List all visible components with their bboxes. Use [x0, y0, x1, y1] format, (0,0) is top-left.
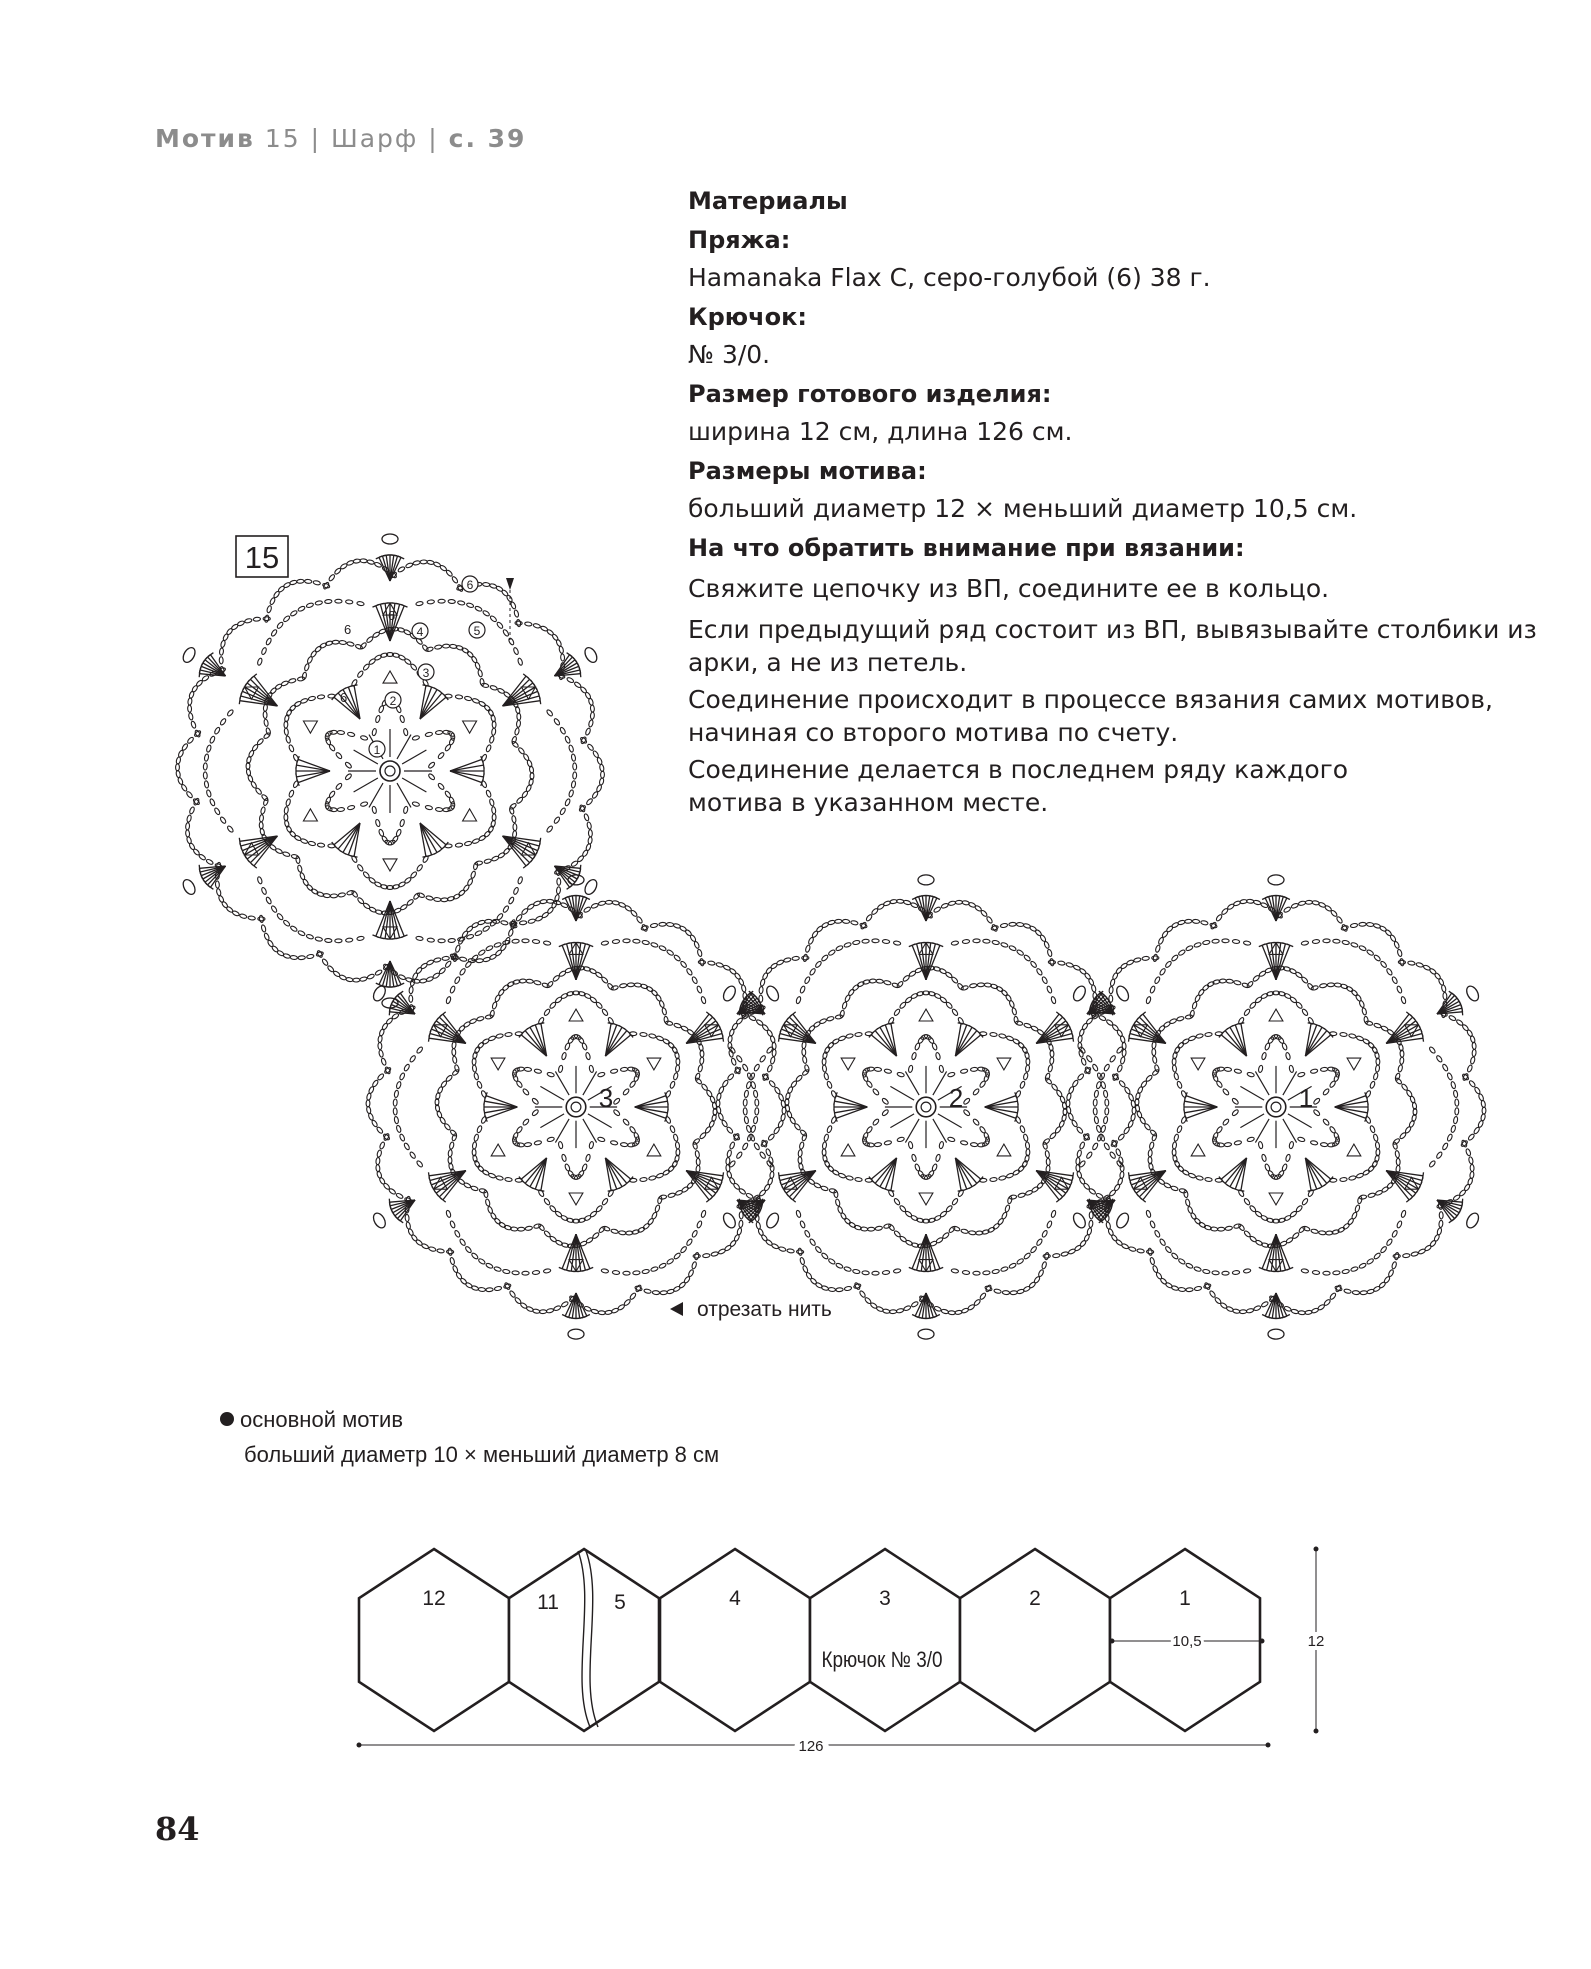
legend-size: больший диаметр 10 × меньший диаметр 8 см — [244, 1442, 720, 1467]
joined-motif-number: 2 — [948, 1083, 964, 1113]
side-mark: 6 — [340, 690, 348, 705]
svg-text:2: 2 — [389, 694, 397, 708]
crochet-motif — [366, 875, 786, 1339]
header-motif: Мотив — [155, 124, 255, 153]
round-marker — [369, 741, 385, 757]
hexagon-number: 2 — [1029, 1587, 1041, 1610]
header-number: 15 — [264, 124, 301, 153]
motif-legend — [220, 1402, 719, 1472]
cut-thread-note — [670, 1298, 832, 1322]
svg-text:4: 4 — [416, 625, 424, 639]
crochet-motif — [176, 534, 605, 1008]
dimension-dot — [1314, 1547, 1319, 1552]
hook-value: № 3/0. — [688, 340, 771, 369]
header-page-ref: с. 39 — [448, 124, 527, 153]
side-mark: 6 — [388, 608, 396, 623]
round-marker — [469, 622, 485, 638]
hexagon-shape — [359, 1549, 509, 1731]
hook-label: Крючок: — [688, 302, 807, 331]
hexagon-number: 1 — [1179, 1587, 1191, 1610]
crochet-motifs — [176, 534, 1486, 1339]
svg-text:1: 1 — [373, 743, 381, 757]
header-sep: | — [310, 124, 322, 153]
round-marker — [412, 623, 428, 639]
round-marker — [462, 576, 478, 592]
hexagon-number: 12 — [422, 1587, 446, 1610]
size-label: Размер готового изделия: — [688, 379, 1052, 408]
note-item: Если предыдущий ряд состоит из ВП, вывязывайте столбики из арки, а не из петель. — [688, 614, 1537, 677]
header-sep: | — [428, 124, 439, 153]
cut-arrow-icon — [670, 1302, 683, 1316]
side-mark: 6 — [344, 622, 352, 637]
start-triangle-icon — [506, 578, 514, 590]
hexagon-number: 3 — [879, 1587, 891, 1610]
hexagon-shape — [960, 1549, 1110, 1731]
crochet-motif — [716, 875, 1136, 1339]
hook-label: Крючок № 3/0 — [821, 1647, 943, 1673]
motif-label: 15 — [244, 540, 280, 575]
dimension-dot — [1314, 1729, 1319, 1734]
scarf-schematic — [359, 1549, 1260, 1731]
note-item: Соединение делается в последнем ряду каждого мотива в указанном месте. — [688, 754, 1349, 817]
yarn-label: Пряжа: — [688, 225, 791, 254]
note-item: Свяжите цепочку из ВП, соедините ее в кольцо. — [688, 574, 1330, 603]
cut-label: отрезать нить — [697, 1298, 832, 1321]
hexagon-shape — [660, 1549, 810, 1731]
motif-size-value: больший диаметр 12 × меньший диаметр 10,5 см. — [688, 494, 1358, 523]
motif-size-label: Размеры мотива: — [688, 456, 927, 485]
note-item: Соединение происходит в процессе вязания самих мотивов, начиная со второго мотива по счету. — [688, 684, 1493, 747]
legend-title: основной мотив — [240, 1407, 404, 1432]
dimension-dot — [1110, 1639, 1115, 1644]
svg-text:3: 3 — [422, 666, 430, 680]
header-item: Шарф — [331, 124, 419, 153]
hexagon-number: 11 — [537, 1591, 559, 1614]
dimension-dot — [1260, 1639, 1265, 1644]
height-label: 12 — [1307, 1633, 1325, 1650]
bullet-icon — [220, 1412, 234, 1426]
round-marker — [385, 692, 401, 708]
materials-title: Материалы — [688, 187, 848, 215]
hexagon-number: 4 — [729, 1587, 741, 1610]
hexagon-number: 5 — [614, 1591, 626, 1614]
yarn-value: Hamanaka Flax C, серо-голубой (6) 38 г. — [688, 263, 1211, 292]
hexagon-shape — [810, 1549, 960, 1731]
size-value: ширина 12 см, длина 126 см. — [688, 417, 1073, 446]
joined-motif-number: 3 — [598, 1083, 614, 1113]
inner-width-label: 10,5 — [1172, 1633, 1202, 1650]
page-number: 84 — [155, 1810, 200, 1848]
crochet-motif — [1066, 875, 1486, 1339]
round-marker — [418, 664, 434, 680]
joined-motif-number: 1 — [1298, 1083, 1314, 1113]
svg-text:5: 5 — [473, 624, 481, 638]
notes-label: На что обратить внимание при вязании: — [688, 533, 1245, 562]
svg-text:6: 6 — [466, 578, 474, 592]
dimension-dot — [1266, 1743, 1271, 1748]
length-label: 126 — [798, 1738, 824, 1755]
dimension-dot — [357, 1743, 362, 1748]
